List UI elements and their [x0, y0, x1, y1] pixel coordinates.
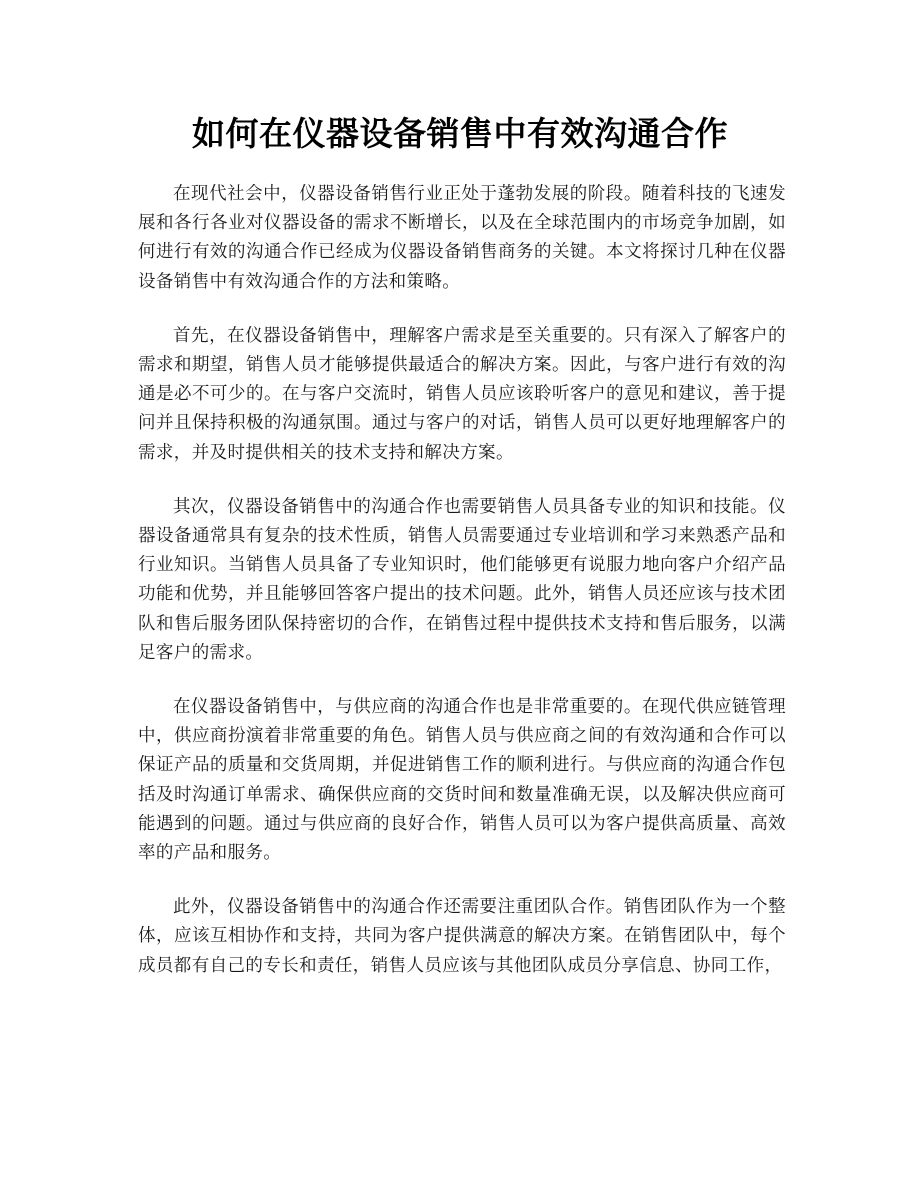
- paragraph-intro: 在现代社会中，仪器设备销售行业正处于蓬勃发展的阶段。随着科技的飞速发展和各行各业对仪器设备的需求不断增长，以及在全球范围内的市场竞争加剧，如何进行有效的沟通合作已经成为仪器设备销售商务的关键。本文将探讨几种在仪器设备销售中有效沟通合作的方法和策略。: [138, 184, 786, 292]
- paragraph-customer-needs: 首先，在仪器设备销售中，理解客户需求是至关重要的。只有深入了解客户的需求和期望，销售人员才能够提供最适合的解决方案。因此，与客户进行有效的沟通是必不可少的。在与客户交流时，销售人员应该聆听客户的意见和建议，善于提问并且保持积极的沟通氛围。通过与客户的对话，销售人员可以更好地理解客户的需求，并及时提供相关的技术支持和解决方案。: [138, 325, 786, 463]
- document-title: 如何在仪器设备销售中有效沟通合作: [192, 114, 728, 153]
- paragraph-professional-knowledge: 其次，仪器设备销售中的沟通合作也需要销售人员具备专业的知识和技能。仪器设备通常具有复杂的技术性质，销售人员需要通过专业培训和学习来熟悉产品和行业知识。当销售人员具备了专业知识时，他们能够更有说服力地向客户介绍产品功能和优势，并且能够回答客户提出的技术问题。此外，销售人员还应该与技术团队和售后服务团队保持密切的合作，在销售过程中提供技术支持和售后服务，以满足客户的需求。: [138, 496, 786, 663]
- paragraph-supplier-communication: 在仪器设备销售中，与供应商的沟通合作也是非常重要的。在现代供应链管理中，供应商扮演着非常重要的角色。销售人员与供应商之间的有效沟通和合作可以保证产品的质量和交货周期，并促进销售工作的顺利进行。与供应商的沟通合作包括及时沟通订单需求、确保供应商的交货时间和数量准确无误，以及解决供应商可能遇到的问题。通过与供应商的良好合作，销售人员可以为客户提供高质量、高效率的产品和服务。: [138, 697, 786, 864]
- paragraph-teamwork: 此外，仪器设备销售中的沟通合作还需要注重团队合作。销售团队作为一个整体，应该互相协作和支持，共同为客户提供满意的解决方案。在销售团队中，每个成员都有自己的专长和责任，销售人员应该与其他团队成员分享信息、协同工作，: [138, 897, 786, 976]
- document-body: [138, 180, 786, 1006]
